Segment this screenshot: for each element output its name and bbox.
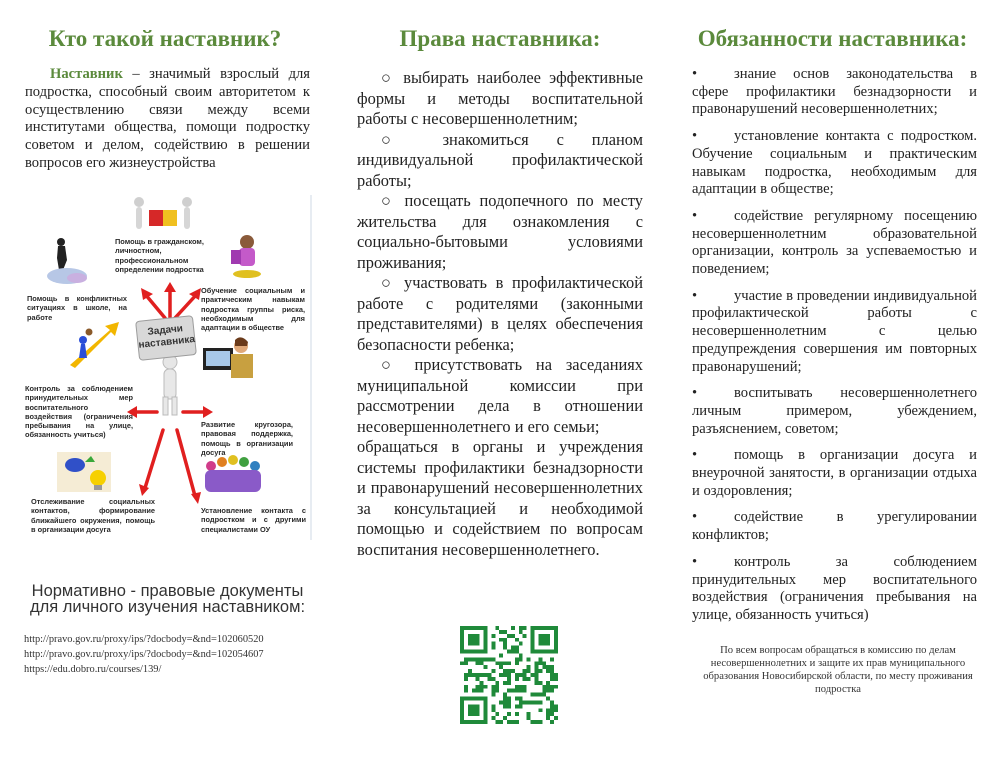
qr-module bbox=[480, 673, 484, 677]
qr-module bbox=[495, 681, 499, 685]
qr-module bbox=[519, 642, 523, 646]
bullet-icon: • bbox=[692, 207, 698, 224]
qr-module bbox=[546, 685, 550, 689]
mentor-definition bbox=[25, 66, 310, 173]
qr-module bbox=[511, 669, 515, 673]
doc-link[interactable]: http://pravo.gov.ru/proxy/ips/?docbody=&nd=102060520 bbox=[24, 634, 264, 645]
qr-module bbox=[487, 677, 491, 681]
rights-item: обращаться в органы и учреждения системы профилактики безнадзорности и правонарушений несовершеннолетних за консультацией и необходимой помощью и содействием по вопросам воспитания несовершеннолетнего. bbox=[357, 437, 643, 559]
bullet-icon: • bbox=[692, 128, 698, 145]
qr-module bbox=[550, 673, 554, 677]
qr-module bbox=[515, 646, 519, 650]
qr-module bbox=[527, 700, 531, 704]
arrow-down-right bbox=[177, 430, 195, 496]
girl-reading-icon bbox=[231, 235, 261, 278]
qr-module bbox=[464, 661, 468, 665]
qr-module bbox=[511, 646, 515, 650]
qr-module bbox=[511, 626, 515, 630]
panel-who-is-mentor bbox=[0, 0, 330, 772]
qr-module bbox=[523, 626, 527, 630]
qr-module bbox=[519, 689, 523, 693]
qr-module bbox=[476, 689, 480, 693]
rights-item: ○ знакомиться с планом индивидуальной профилактической работы; bbox=[357, 129, 643, 190]
duty-text: участие в проведении индивидуальной профилактической работы с несовершеннолетним с целью предупреждения совершения им повторных правонарушений; bbox=[692, 287, 977, 375]
qr-module bbox=[534, 673, 538, 677]
qr-module bbox=[507, 720, 511, 724]
qr-module bbox=[507, 681, 511, 685]
duty-text: содействие в урегулировании конфликтов; bbox=[692, 509, 977, 544]
qr-module bbox=[546, 689, 550, 693]
qr-module bbox=[507, 689, 511, 693]
qr-module bbox=[554, 677, 558, 681]
qr-module bbox=[523, 634, 527, 638]
qr-module bbox=[495, 712, 499, 716]
qr-module bbox=[507, 634, 511, 638]
sign-line-2: наставника bbox=[138, 334, 196, 351]
rights-item: ○ участвовать в профилактической работе с родителями (законными представителями) в целях обеспечения безопасности ребенка; bbox=[357, 273, 643, 354]
qr-module bbox=[550, 700, 554, 704]
qr-module bbox=[507, 712, 511, 716]
arrow-down-left bbox=[145, 430, 163, 488]
qr-module bbox=[554, 708, 558, 712]
qr-module bbox=[495, 720, 499, 724]
qr-module bbox=[519, 626, 523, 630]
qr-module bbox=[554, 685, 558, 689]
qr-module bbox=[515, 685, 519, 689]
qr-module bbox=[464, 689, 468, 693]
lightbulb-icon bbox=[57, 452, 111, 492]
qr-module bbox=[519, 657, 523, 661]
rights-item: ○ присутствовать на заседаниях муниципальной комиссии при рассмотрении дела в отношении несовершеннолетнего и его семьи; bbox=[357, 355, 643, 436]
qr-module bbox=[538, 700, 542, 704]
duty-item bbox=[692, 66, 977, 119]
qr-module bbox=[472, 657, 476, 661]
qr-module bbox=[542, 685, 546, 689]
qr-module bbox=[538, 720, 542, 724]
qr-module bbox=[464, 673, 468, 677]
qr-module bbox=[538, 661, 542, 665]
qr-module bbox=[531, 720, 535, 724]
qr-module bbox=[527, 669, 531, 673]
mentor-tasks-sign bbox=[135, 315, 197, 361]
qr-module bbox=[550, 669, 554, 673]
task-label-control: Контроль за соблюдением принудительных мер воспитательного воздействия (ограничения пребывания на улице, обязанность учиться) bbox=[25, 384, 133, 440]
qr-module bbox=[491, 704, 495, 708]
qr-module bbox=[550, 665, 554, 669]
qr-module bbox=[491, 693, 495, 697]
qr-module bbox=[503, 693, 507, 697]
qr-module bbox=[554, 704, 558, 708]
duty-text: помощь в организации досуга и внеурочной занятости, в организации отдыха и оздоровления; bbox=[692, 447, 977, 499]
task-label-social-skills: Обучение социальным и практическим навыкам подростка группы риска, необходимым для адаптации в обществе bbox=[201, 286, 305, 333]
puzzle-people-icon bbox=[134, 197, 192, 229]
qr-module bbox=[503, 646, 507, 650]
qr-module bbox=[538, 693, 542, 697]
duty-item bbox=[692, 288, 977, 377]
qr-module bbox=[507, 704, 511, 708]
qr-module bbox=[503, 630, 507, 634]
qr-module bbox=[519, 704, 523, 708]
qr-module bbox=[495, 626, 499, 630]
bullet-icon: • bbox=[692, 447, 698, 464]
qr-module bbox=[511, 689, 515, 693]
qr-module bbox=[491, 634, 495, 638]
qr-module bbox=[499, 653, 503, 657]
rights-list bbox=[357, 68, 643, 560]
man-at-computer-icon bbox=[203, 337, 253, 378]
qr-module bbox=[534, 700, 538, 704]
qr-module bbox=[491, 685, 495, 689]
bullet-icon: • bbox=[692, 287, 698, 304]
qr-module bbox=[550, 708, 554, 712]
qr-module bbox=[515, 689, 519, 693]
qr-module bbox=[527, 712, 531, 716]
qr-module bbox=[476, 677, 480, 681]
qr-module bbox=[487, 673, 491, 677]
qr-module bbox=[499, 700, 503, 704]
qr-module bbox=[503, 661, 507, 665]
rights-item: ○ выбирать наиболее эффективные формы и методы воспитательной работы с несовершеннолетним; bbox=[357, 68, 643, 128]
qr-module bbox=[550, 720, 554, 724]
qr-module bbox=[503, 716, 507, 720]
definition-text: – значимый взрослый для подростка, способный своим авторитетом к осуществлению связи между всеми институтами общества, помощи подростку советом и делом, содействию в решении вопросов его жизнеустройства bbox=[25, 66, 310, 171]
panel-mentor-duties bbox=[665, 0, 1000, 772]
duty-item bbox=[692, 128, 977, 199]
qr-module bbox=[480, 661, 484, 665]
qr-module bbox=[503, 681, 507, 685]
qr-module bbox=[487, 657, 491, 661]
qr-module bbox=[503, 638, 507, 642]
duty-text: установление контакта с подростком. Обучение социальным и практическим навыкам подростка, необходимым для адаптации в обществе; bbox=[692, 128, 977, 198]
qr-module bbox=[546, 708, 550, 712]
qr-module bbox=[515, 673, 519, 677]
qr-module bbox=[507, 650, 511, 654]
qr-module bbox=[515, 677, 519, 681]
qr-module bbox=[550, 704, 554, 708]
qr-module bbox=[495, 661, 499, 665]
qr-module bbox=[495, 685, 499, 689]
bullet-icon: • bbox=[692, 66, 698, 82]
qr-module bbox=[519, 700, 523, 704]
legal-docs-links bbox=[24, 632, 264, 677]
doc-link[interactable]: http://pravo.gov.ru/proxy/ips/?docbody=&nd=102054607 bbox=[24, 649, 264, 660]
qr-module bbox=[519, 685, 523, 689]
mentor-tasks-infographic bbox=[15, 190, 313, 545]
qr-module bbox=[503, 669, 507, 673]
qr-module bbox=[519, 630, 523, 634]
mentor-figure-icon bbox=[163, 355, 177, 415]
duties-list bbox=[692, 66, 977, 634]
qr-module bbox=[460, 661, 464, 665]
qr-module bbox=[503, 642, 507, 646]
qr-module bbox=[515, 712, 519, 716]
duty-item bbox=[692, 509, 977, 544]
sign-line-1: Задачи bbox=[147, 323, 184, 338]
qr-module bbox=[534, 677, 538, 681]
qr-finder-core bbox=[538, 634, 550, 646]
qr-module bbox=[550, 689, 554, 693]
qr-module bbox=[523, 685, 527, 689]
qr-module bbox=[499, 720, 503, 724]
qr-module bbox=[511, 634, 515, 638]
arrow-up-left bbox=[145, 294, 165, 318]
qr-module bbox=[511, 650, 515, 654]
qr-module bbox=[484, 665, 488, 669]
qr-module bbox=[546, 665, 550, 669]
qr-module bbox=[519, 653, 523, 657]
duty-text: контроль за соблюдением принудительных мер воспитательного воздействия (ограничения пребывания на улице, обязанность учиться) bbox=[692, 553, 977, 623]
task-label-conflicts: Помощь в конфликтных ситуациях в школе, на работе bbox=[27, 294, 127, 322]
qr-module bbox=[538, 657, 542, 661]
qr-module bbox=[499, 665, 503, 669]
qr-module bbox=[523, 673, 527, 677]
legal-docs-heading-line-1: Нормативно - правовые документы bbox=[31, 582, 304, 600]
qr-module bbox=[507, 661, 511, 665]
qr-module bbox=[546, 716, 550, 720]
duty-text: содействие регулярному посещению несовершеннолетним образовательной организации, контроль за успеваемостью и поведением; bbox=[692, 207, 977, 278]
qr-module bbox=[534, 720, 538, 724]
qr-module bbox=[523, 689, 527, 693]
qr-module bbox=[542, 693, 546, 697]
qr-module bbox=[546, 681, 550, 685]
qr-module bbox=[519, 697, 523, 701]
qr-code-icon[interactable] bbox=[460, 626, 558, 724]
qr-module bbox=[546, 669, 550, 673]
qr-module bbox=[484, 685, 488, 689]
contact-note: По всем вопросам обращаться в комиссию по делам несовершеннолетних и защите их прав муниципального образования Новосибирской области, по месту проживания подростка bbox=[703, 645, 973, 695]
qr-module bbox=[550, 685, 554, 689]
qr-module bbox=[534, 681, 538, 685]
qr-module bbox=[538, 681, 542, 685]
qr-module bbox=[476, 661, 480, 665]
qr-module bbox=[476, 657, 480, 661]
qr-module bbox=[515, 720, 519, 724]
qr-module bbox=[554, 716, 558, 720]
panel-title: Обязанности наставника: bbox=[697, 26, 968, 51]
qr-module bbox=[538, 708, 542, 712]
qr-module bbox=[542, 689, 546, 693]
qr-module bbox=[503, 704, 507, 708]
qr-module bbox=[491, 716, 495, 720]
qr-module bbox=[464, 677, 468, 681]
qr-module bbox=[515, 650, 519, 654]
duty-item bbox=[692, 554, 977, 625]
qr-module bbox=[503, 673, 507, 677]
qr-module bbox=[495, 689, 499, 693]
definition-term: Наставник bbox=[50, 66, 123, 82]
panel-title: Права наставника: bbox=[399, 26, 601, 51]
qr-module bbox=[491, 669, 495, 673]
qr-module bbox=[515, 704, 519, 708]
qr-module bbox=[507, 669, 511, 673]
qr-module bbox=[531, 693, 535, 697]
qr-module bbox=[476, 673, 480, 677]
doc-link[interactable]: https://edu.dobro.ru/courses/139/ bbox=[24, 664, 162, 675]
qr-module bbox=[534, 693, 538, 697]
qr-module bbox=[515, 657, 519, 661]
qr-module bbox=[464, 685, 468, 689]
qr-module bbox=[515, 638, 519, 642]
task-label-contact: Установление контакта с подростком и с другими специалистами ОУ bbox=[201, 506, 306, 534]
qr-module bbox=[499, 661, 503, 665]
qr-module bbox=[519, 673, 523, 677]
qr-module bbox=[531, 673, 535, 677]
qr-module bbox=[507, 700, 511, 704]
qr-module bbox=[515, 661, 519, 665]
qr-module bbox=[511, 720, 515, 724]
qr-module bbox=[491, 657, 495, 661]
qr-finder-core bbox=[468, 704, 480, 716]
bullet-icon: • bbox=[692, 385, 698, 402]
qr-module bbox=[515, 697, 519, 701]
qr-module bbox=[503, 700, 507, 704]
qr-module bbox=[472, 689, 476, 693]
qr-module bbox=[484, 673, 488, 677]
duty-item bbox=[692, 385, 977, 438]
qr-module bbox=[534, 665, 538, 669]
qr-module bbox=[499, 630, 503, 634]
qr-module bbox=[491, 708, 495, 712]
qr-module bbox=[534, 669, 538, 673]
qr-module bbox=[554, 673, 558, 677]
qr-module bbox=[531, 700, 535, 704]
qr-module bbox=[527, 665, 531, 669]
qr-module bbox=[538, 669, 542, 673]
climbing-arrow-icon bbox=[70, 322, 119, 368]
qr-module bbox=[472, 673, 476, 677]
qr-module bbox=[499, 638, 503, 642]
qr-module bbox=[523, 669, 527, 673]
rights-item: ○ посещать подопечного по месту жительства для ознакомления с социально-бытовыми условиями проживания; bbox=[357, 191, 643, 272]
qr-module bbox=[507, 673, 511, 677]
duty-item bbox=[692, 447, 977, 500]
qr-module bbox=[480, 657, 484, 661]
panel-title: Кто такой наставник? bbox=[48, 26, 282, 51]
qr-module bbox=[468, 673, 472, 677]
qr-module bbox=[507, 677, 511, 681]
qr-module bbox=[499, 673, 503, 677]
legal-docs-heading-line-2: для личного изучения наставником: bbox=[29, 598, 306, 616]
qr-module bbox=[550, 657, 554, 661]
qr-module bbox=[491, 646, 495, 650]
task-label-civic: Помощь в гражданском, личностном, профессиональном определении подростка bbox=[115, 237, 204, 274]
duty-text: воспитывать несовершеннолетнего личным примером, убеждением, разъяснением, советом; bbox=[692, 385, 977, 437]
qr-module bbox=[503, 697, 507, 701]
qr-module bbox=[468, 657, 472, 661]
qr-module bbox=[542, 665, 546, 669]
qr-module bbox=[491, 689, 495, 693]
qr-module bbox=[527, 677, 531, 681]
duty-text: знание основ законодательства в сфере профилактики безнадзорности и правонарушений несовершеннолетних; bbox=[692, 66, 977, 118]
legal-docs-heading bbox=[0, 583, 335, 615]
qr-module bbox=[480, 689, 484, 693]
qr-module bbox=[464, 657, 468, 661]
qr-module bbox=[550, 712, 554, 716]
task-label-social-contacts: Отслеживание социальных контактов, формирование ближайшего окружения, помощь в организации досуга bbox=[31, 497, 155, 534]
qr-module bbox=[484, 657, 488, 661]
qr-module bbox=[534, 661, 538, 665]
qr-module bbox=[491, 677, 495, 681]
qr-module bbox=[480, 681, 484, 685]
qr-module bbox=[523, 700, 527, 704]
bullet-icon: • bbox=[692, 553, 698, 570]
qr-finder-core bbox=[468, 634, 480, 646]
duty-item bbox=[692, 208, 977, 279]
arrow-up-right bbox=[175, 294, 197, 318]
qr-module bbox=[480, 685, 484, 689]
teen-on-puzzles-icon bbox=[47, 238, 87, 284]
task-label-outlook: Развитие кругозора, правовая поддержка, помощь в организации досуга bbox=[201, 420, 293, 457]
qr-module bbox=[546, 712, 550, 716]
qr-module bbox=[542, 661, 546, 665]
team-circle-icon bbox=[205, 455, 261, 492]
qr-module bbox=[546, 697, 550, 701]
bullet-icon: • bbox=[692, 509, 698, 526]
qr-module bbox=[523, 677, 527, 681]
qr-module bbox=[550, 677, 554, 681]
qr-module bbox=[507, 697, 511, 701]
qr-module bbox=[468, 669, 472, 673]
qr-module bbox=[491, 642, 495, 646]
qr-module bbox=[527, 657, 531, 661]
qr-module bbox=[476, 685, 480, 689]
qr-module bbox=[527, 716, 531, 720]
